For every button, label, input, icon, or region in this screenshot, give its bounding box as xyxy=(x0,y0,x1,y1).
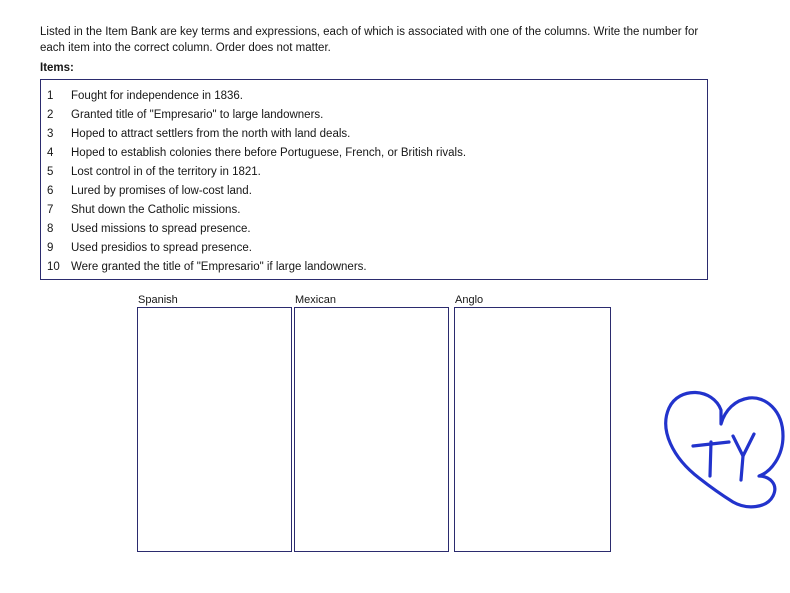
item-row xyxy=(41,182,707,201)
item-text: Used missions to spread presence. xyxy=(71,223,251,235)
column-title-spanish: Spanish xyxy=(138,294,178,306)
items-label: Items: xyxy=(40,62,74,74)
item-text: Lost control in of the territory in 1821. xyxy=(71,166,261,178)
item-row xyxy=(41,220,707,239)
item-number: 8 xyxy=(47,223,54,235)
item-number: 10 xyxy=(47,261,60,273)
column-dropzone-anglo[interactable] xyxy=(454,307,611,552)
item-bank xyxy=(40,79,708,280)
item-row xyxy=(41,144,707,163)
item-text: Fought for independence in 1836. xyxy=(71,90,243,102)
item-text: Granted title of "Empresario" to large landowners. xyxy=(71,109,324,121)
item-number: 6 xyxy=(47,185,54,197)
item-number: 3 xyxy=(47,128,54,140)
item-text: Used presidios to spread presence. xyxy=(71,242,252,254)
item-number: 1 xyxy=(47,90,54,102)
column-title-anglo: Anglo xyxy=(455,294,484,306)
column-dropzone-mexican[interactable] xyxy=(294,307,449,552)
column-title-mexican: Mexican xyxy=(295,294,336,306)
item-number: 7 xyxy=(47,204,54,216)
column-dropzone-spanish[interactable] xyxy=(137,307,292,552)
item-row xyxy=(41,106,707,125)
column-mexican xyxy=(294,293,449,552)
item-row xyxy=(41,87,707,106)
item-text: Were granted the title of "Empresario" if large landowners. xyxy=(71,261,367,273)
item-row xyxy=(41,239,707,258)
item-text: Lured by promises of low-cost land. xyxy=(71,185,252,197)
item-row xyxy=(41,201,707,220)
column-anglo xyxy=(454,293,611,552)
item-text: Hoped to attract settlers from the north with land deals. xyxy=(71,128,351,140)
item-row xyxy=(41,125,707,144)
item-number: 4 xyxy=(47,147,54,159)
instructions-text: Listed in the Item Bank are key terms and expressions, each of which is associated with one of the columns. Write the number for each item into the correct column. Order does not matter. xyxy=(40,26,699,54)
item-number: 9 xyxy=(47,242,54,254)
item-row xyxy=(41,258,707,277)
item-number: 5 xyxy=(47,166,54,178)
item-text: Hoped to establish colonies there before Portuguese, French, or British rivals. xyxy=(71,147,467,159)
item-text: Shut down the Catholic missions. xyxy=(71,204,241,216)
item-row xyxy=(41,163,707,182)
item-number: 2 xyxy=(47,109,54,121)
heart-doodle-icon xyxy=(655,380,790,525)
column-spanish xyxy=(137,293,292,552)
